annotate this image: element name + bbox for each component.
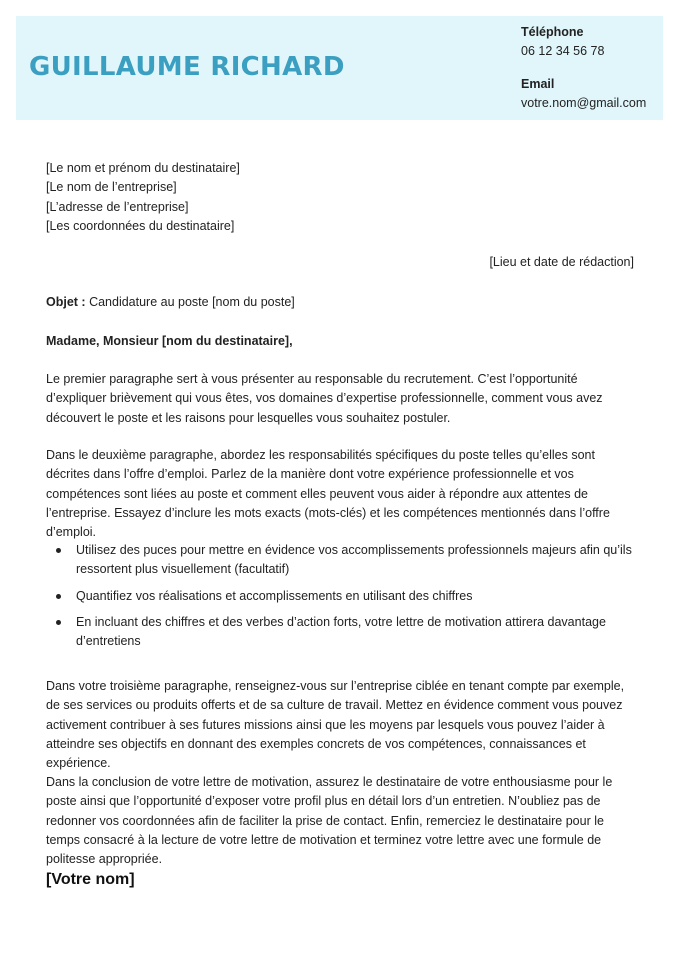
bullet-list xyxy=(46,541,636,658)
header-banner xyxy=(16,16,663,120)
phone-label: Téléphone xyxy=(521,25,584,39)
phone-contact xyxy=(521,25,604,58)
applicant-name: GUILLAUME RICHARD xyxy=(29,52,345,82)
salutation: Madame, Monsieur [nom du destinataire], xyxy=(46,334,293,348)
subject-text: Candidature au poste [nom du poste] xyxy=(85,295,295,309)
paragraph-conclusion: Dans la conclusion de votre lettre de motivation, assurez le destinataire de votre enthousiasme pour le poste ainsi que l’opportunité d’exposer votre profil plus en détail lors d’un entretien. N’oubliez pas de redonner vos coordonnées afin de faciliter la prise de contact. Enfin, remerciez le destinataire pour le temps consacré à la lecture de votre lettre de motivation et terminez votre lettre avec une formule de politesse appropriée. xyxy=(46,775,613,867)
recipient-line: [Les coordonnées du destinataire] xyxy=(46,218,235,233)
subject-label: Objet : xyxy=(46,295,86,309)
bullet-item: Utilisez des puces pour mettre en évidence vos accomplissements professionnels majeurs afin qu’ils ressortent plus visuellement (facultatif) xyxy=(46,541,636,580)
bullet-item: En incluant des chiffres et des verbes d’action forts, votre lettre de motivation attirera davantage d’entretiens xyxy=(46,613,636,652)
place-date: [Lieu et date de rédaction] xyxy=(489,255,634,269)
email-contact xyxy=(521,77,646,110)
signature: [Votre nom] xyxy=(46,871,135,888)
recipient-address xyxy=(46,159,636,236)
paragraph-intro: Le premier paragraphe sert à vous présenter au responsable du recrutement. C’est l’opportunité d’expliquer brièvement qui vous êtes, vos domaines d’expertise professionnelle, comment vous avez découvert le poste et les raisons pour lesquelles vous souhaitez postuler. xyxy=(46,372,603,425)
recipient-line: [L’adresse de l’entreprise] xyxy=(46,199,189,214)
recipient-line: [Le nom de l’entreprise] xyxy=(46,180,177,195)
paragraph-responsibilities: Dans le deuxième paragraphe, abordez les responsabilités spécifiques du poste telles qu’elles sont décrites dans l’offre d’emploi. Parlez de la manière dont votre expérience professionnelle et vos compétences sont liées au poste et comment elles peuvent vous aider à répondre aux attentes de l’entreprise. Essayez d’inclure les mots exacts (mots-clés) et les compétences mentionnés dans l’offre d’emploi. xyxy=(46,448,610,540)
bullet-item: Quantifiez vos réalisations et accomplissements en utilisant des chiffres xyxy=(46,587,636,606)
email-label: Email xyxy=(521,77,555,91)
paragraph-company: Dans votre troisième paragraphe, renseignez-vous sur l’entreprise ciblée en tenant compte par exemple, de ses services ou produits offerts et de sa culture de travail. Mettez en évidence comment vous pouvez activement contribuer à ses futures missions ainsi que les moyens par lesquels vous pouvez l’aider à atteindre ses objectifs en donnant des exemples concrets de vos compétences, connaissances et expérience. xyxy=(46,679,625,771)
subject-line xyxy=(46,293,636,312)
recipient-line: [Le nom et prénom du destinataire] xyxy=(46,161,240,175)
phone-value: 06 12 34 56 78 xyxy=(521,44,605,58)
email-value: votre.nom@gmail.com xyxy=(521,96,647,110)
